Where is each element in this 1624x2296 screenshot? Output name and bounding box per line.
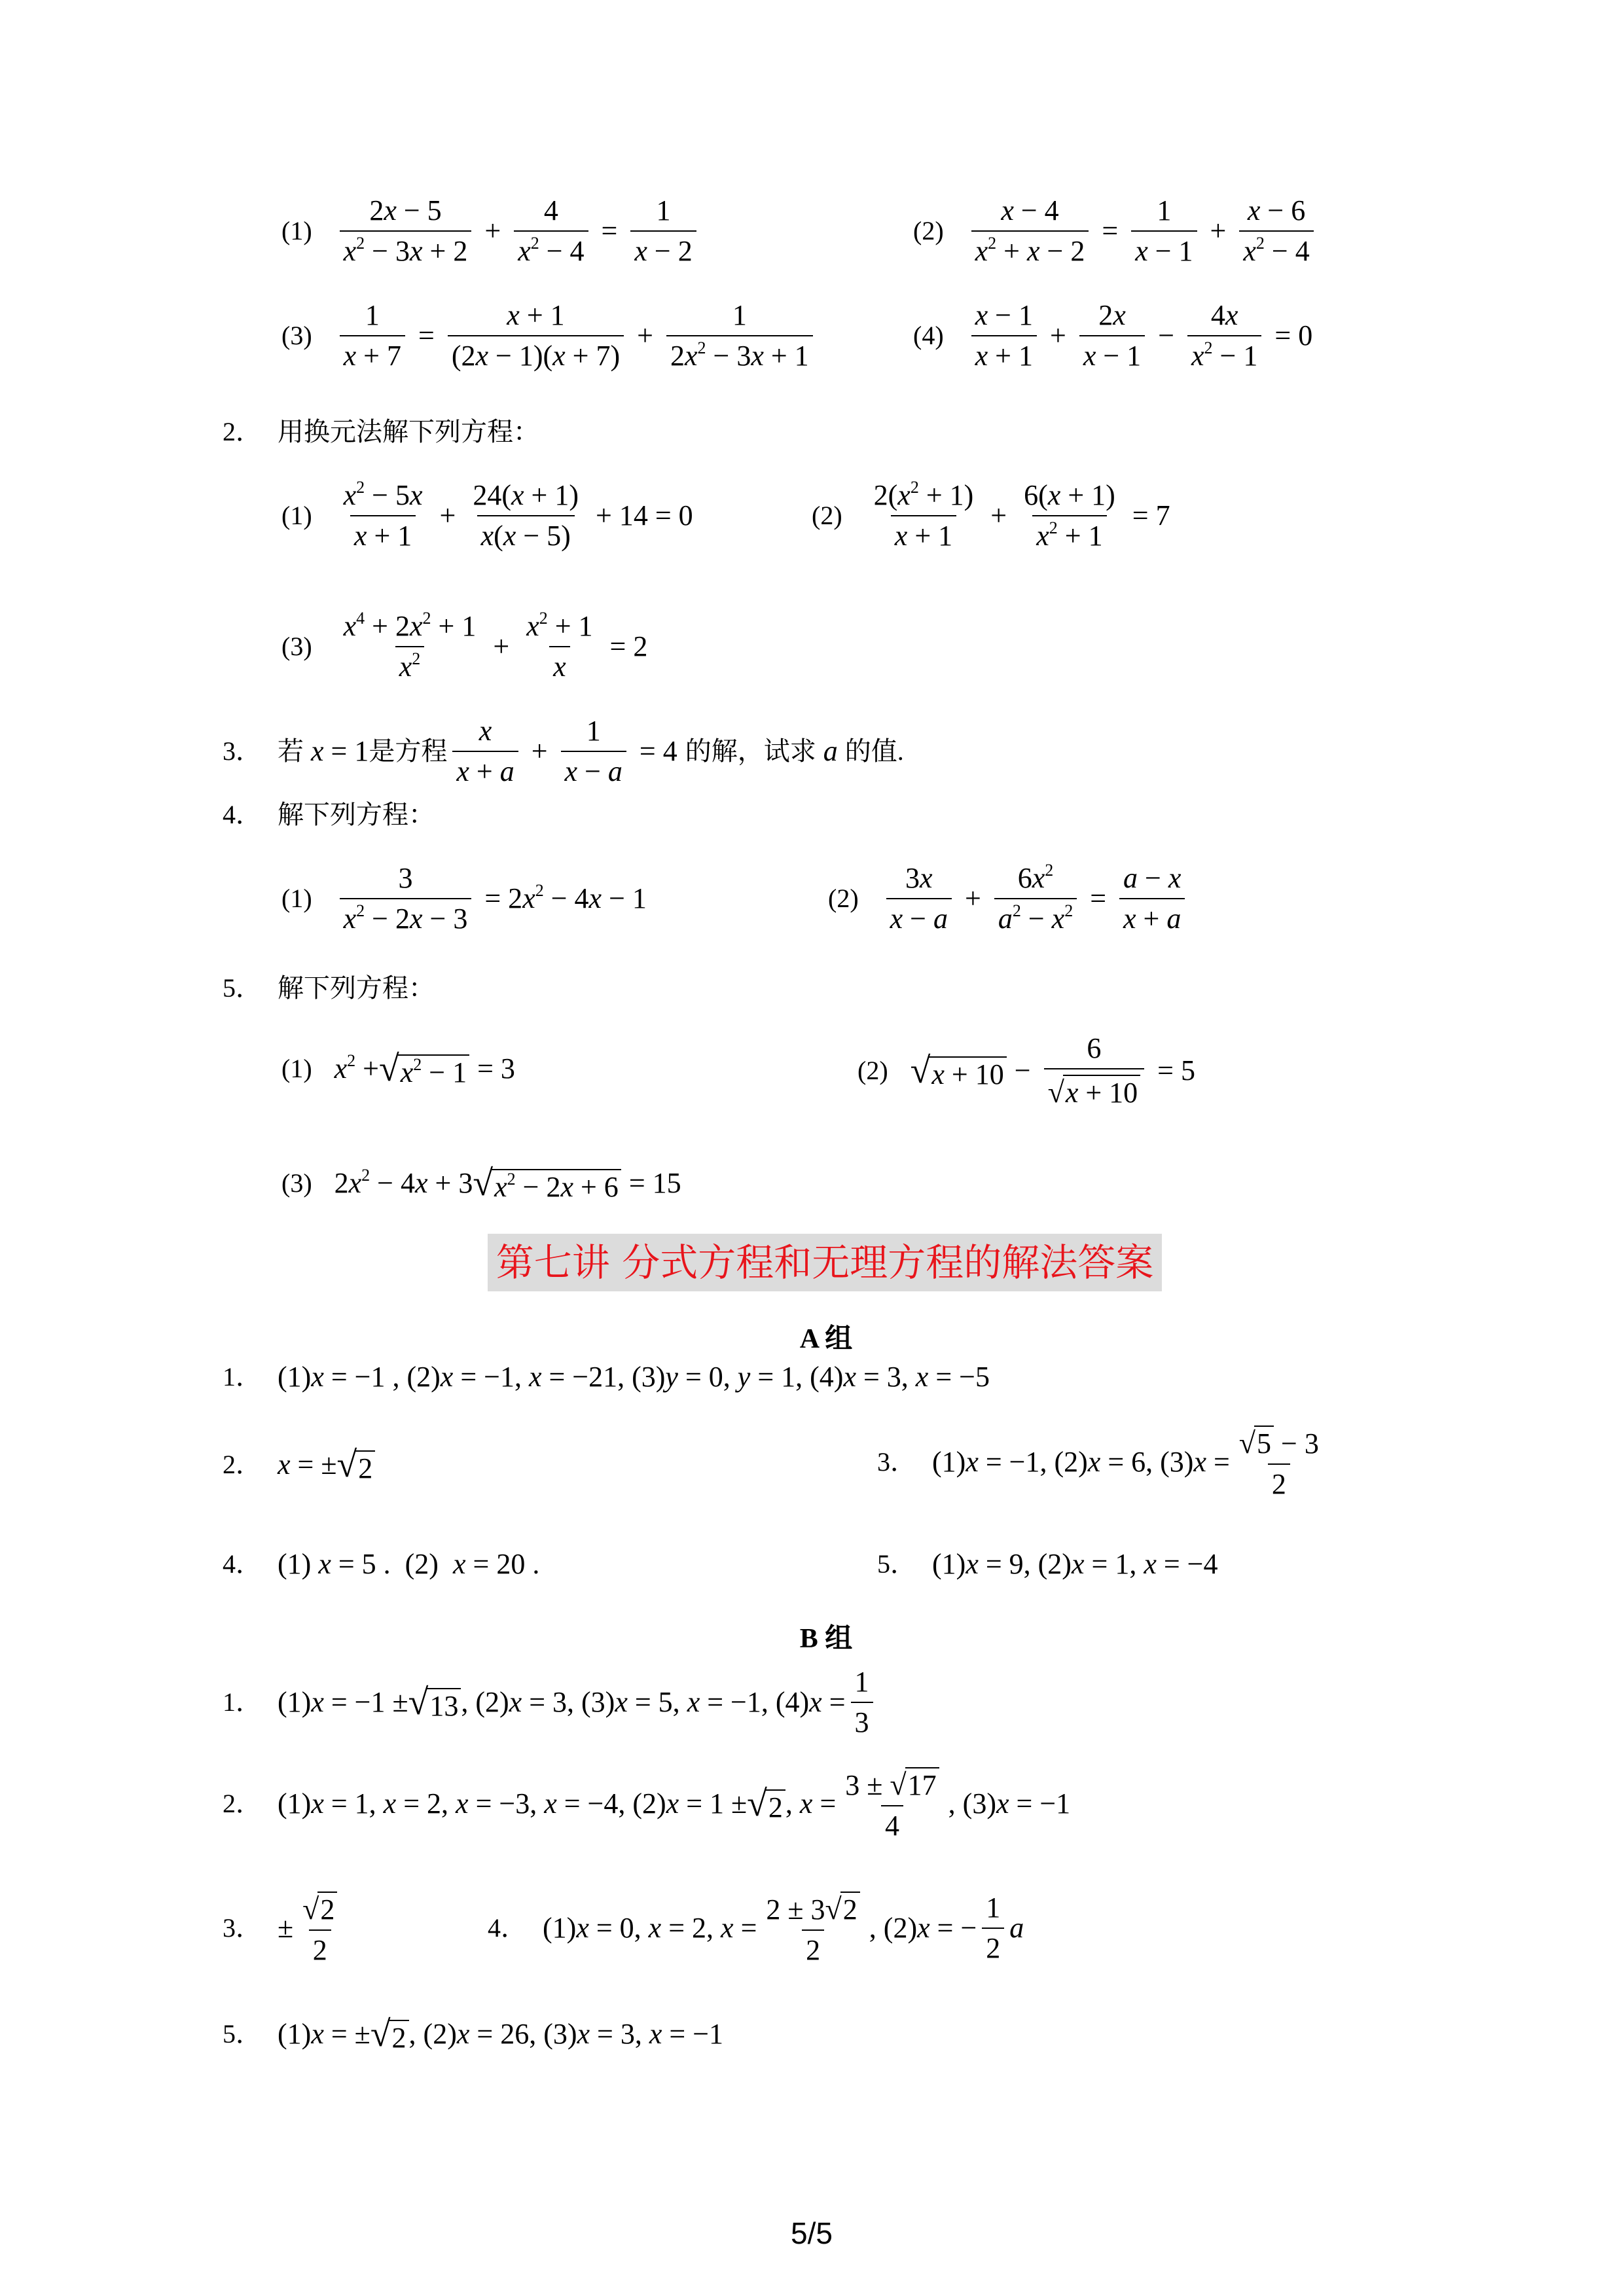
eq-1-1: (1) $\frac{2x - 5}{x^2 - 3x + 2}$ + $\frac{4}{x^2 - 4}$ = $\frac{1}{x - 2}$ <box>281 196 702 266</box>
problem-4-title: 4． 解下列方程： <box>223 800 435 829</box>
eq-5-2: (2) √ x + 10 − 6 √ x + 10 = 5 <box>857 1032 1195 1109</box>
eq-2-3: (3) $\frac{x^4 + 2x^2 + 1}{x^2}$ + $\frac{x^2 + 1}{x}$ = 2 <box>281 609 648 683</box>
answer-b-4: 4． (1)x = 0, x = 2, x = 2 ± 3 √ 2 2 , (2)x = − $\frac{1}{2}$ a <box>488 1892 1024 1966</box>
page-number: 5/5 <box>791 2216 833 2250</box>
answer-a-1: 1． (1)x = −1 , (2)x = −1, x = −21, (3)y = 0, y = 1, (4)x = 3, x = −5 <box>223 1361 990 1393</box>
answer-b-2: 2． (1)x = 1, x = 2, x = −3, x = −4, (2)x = 1 ± √ 2 , x = 3 ± √ 17 4 , (3)x = −1 <box>223 1768 1071 1842</box>
group-a-title: A 组 <box>799 1324 853 1354</box>
eq-4-2: (2) $\frac{3x}{x - a}$ + $\frac{6x^2}{a^2 - x^2}$ = $\frac{a - x}{x + a}$ <box>828 864 1190 933</box>
problem-3: 3． 若 x = 1 是方程 $\frac{x}{x + a}$ + $\frac{1}{x - a}$ = 4 的解，试求 a 的值. <box>223 715 904 787</box>
answer-a-4: 4． (1) x = 5 . (2) x = 20 . <box>223 1548 540 1580</box>
problem-2-title: 2． 用换元法解下列方程： <box>223 417 539 446</box>
eq-1-3: (3) $\frac{1}{x + 7}$ = $\frac{x + 1}{(2x - 1)(x + 7)}$ + $\frac{1}{2x^2 - 3x + 1}$ <box>281 301 818 370</box>
eq-5-1: (1) $x^2$ + √ $x^2 - 1$ = 3 <box>281 1049 515 1089</box>
answer-b-3: 3． ± √ 2 2 <box>223 1892 346 1965</box>
eq-5-3: (3) $2x^2 - 4x + 3$ √ $x^2 - 2x + 6$ = 15 <box>281 1163 681 1204</box>
answer-a-5: 5． (1)x = 9, (2)x = 1, x = −4 <box>877 1548 1218 1580</box>
eq-4-1: (1) $\frac{3}{x^2 - 2x - 3}$ = $2x^2 - 4x - 1$ <box>281 862 647 935</box>
group-b-title: B 组 <box>799 1624 853 1654</box>
answer-b-5: 5． (1)x = ± √ 2 , (2)x = 26, (3)x = 3, x = −1 <box>223 2014 724 2054</box>
problem-5-title: 5． 解下列方程： <box>223 973 435 1003</box>
answer-a-2: 2． x = ± √ 2 <box>223 1446 375 1483</box>
answers-heading: 第七讲 分式方程和无理方程的解法答案 <box>488 1234 1162 1291</box>
eq-1-4: (4) $\frac{x - 1}{x + 1}$ + $\frac{2x}{x - 1}$ − $\frac{4x}{x^2 - 1}$ = 0 <box>913 299 1313 372</box>
eq-2-1: (1) $\frac{x^2 - 5x}{x + 1}$ + $\frac{24(x + 1)}{x(x - 5)}$ + 14 = 0 <box>281 478 693 552</box>
answer-a-3: 3． (1)x = −1, (2)x = 6, (3)x = √ 5 − 3 2 <box>877 1426 1319 1500</box>
eq-1-2: (2) $\frac{x - 4}{x^2 + x - 2}$ = $\frac{1}{x - 1}$ + $\frac{x - 6}{x^2 - 4}$ <box>913 196 1319 266</box>
answer-b-1: 1． (1)x = −1 ± √ 13 , (2)x = 3, (3)x = 5, x = −1, (4)x = $\frac{1}{3}$ <box>223 1668 878 1737</box>
eq-2-2: (2) $\frac{2(x^2 + 1)}{x + 1}$ + $\frac{6(x + 1)}{x^2 + 1}$ = 7 <box>812 478 1170 552</box>
